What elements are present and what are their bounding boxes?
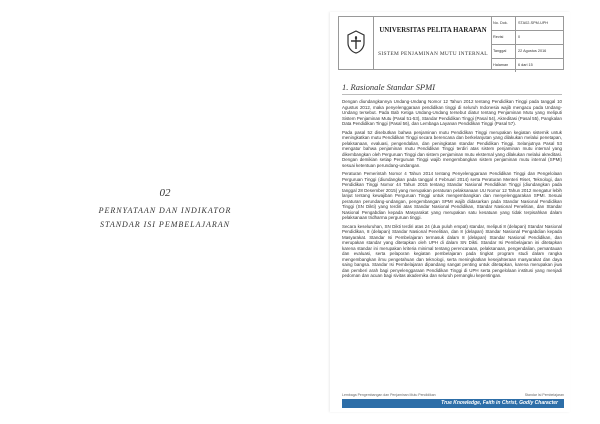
footer-left-text: Lembaga Pengembangan dan Penjaminan Mutu Pendidikan (342, 393, 436, 397)
chapter-title-line-2: STANDAR ISI PEMBELAJARAN (99, 220, 231, 229)
paragraph: Secara keseluruhan, SN Dikti terdiri atas 24 (dua puluh empat) standar, meliputi 8 (delapan) Standar Nasional Pendidikan, 8 (delapan) Standar Nasional Penelitian, dan 8 (delapan) Standar Nasional Pengabdian kepada Masyarakat. Standar Isi Pembelajaran termasuk dalam 8 (delapan) Standar Nasional Pendidikan, dan merupakan standar yang ditetapkan oleh UPH di dalam SN Dikti. Standar Isi Pembelajaran ini ditetapkan karena standar ini merupakan kriteria minimal tentang perencanaan, pelaksanaan, pengendalian, pemantauan dan evaluasi, serta pelaporan kegiatan pembelajaran pada tingkat program studi dalam rangka mengembangkan ilmu pengetahuan dan teknologi, serta meningkatkan kesejahteraan masyarakat dan daya saing bangsa. Standar Isi Pembelajaran dipandang sangat penting untuk ditetapkan, karena merupakan jiwa dan pemberi arah bagi penyelenggaraan Pendidikan Tinggi di UPH serta pengelolaan institusi yang menjadi pedoman dan acuan bagi sivitas akademika dan seluruh pemangku kepentingan. (342, 223, 562, 278)
meta-label: No. Dok. (491, 17, 516, 30)
meta-value: 0 (518, 35, 521, 39)
name-cell (373, 17, 492, 69)
meta-row-revision (491, 31, 563, 45)
meta-row-doc-number (491, 17, 563, 31)
paragraph: Pada pasal 52 disebutkan bahwa penjaminan mutu Pendidikan Tinggi merupakan kegiatan sistemik untuk meningkatkan mutu Pendidikan Tinggi secara berencana dan berkelanjutan yang dilakukan melalui penetapan, pelaksanaan, evaluasi, pengendalian, dan peningkatan standar Pendidikan Tinggi. Selanjutnya Pasal 53 mengatur bahwa penjaminan mutu Pendidikan Tinggi terdiri atas sistem penjaminan mutu internal yang dikembangkan oleh Perguruan Tinggi dan sistem penjaminan mutu eksternal yang dilakukan melalui akreditasi. Dengan demikian setiap Perguruan Tinggi wajib mengembangkan sistem penjaminan mutu internal (SPMI) sesuai ketentuan perundang-undangan. (342, 129, 562, 168)
meta-value: STA02-SPM-UPH (518, 21, 549, 25)
paragraph: Dengan diundangkannya Undang-Undang Nomor 12 Tahun 2012 tentang Pendidikan Tinggi pada tanggal 10 Agustus 2012, maka penyelenggaraan pendidikan tinggi di seluruh Indonesia wajib mengacu pada Undang-Undang tersebut. Pada Bab Ketiga Undang-Undang tersebut diatur tentang Penjaminan Mutu yang meliputi Sistem Penjaminan Mutu (Pasal 51-53), Standar Pendidikan Tinggi (Pasal 54), Akreditasi (Pasal 55), Pangkalan Data Pendidikan Tinggi (Pasal 56), dan Lembaga Layanan Pendidikan Tinggi (Pasal 57). (342, 99, 562, 126)
system-name: SISTEM PENJAMINAN MUTU INTERNAL (378, 51, 488, 57)
document-header (338, 16, 564, 70)
meta-value: 22 Agustus 2016 (518, 49, 547, 53)
meta-table (491, 17, 563, 69)
body-content (342, 99, 562, 282)
chapter-title-line-1: PERNYATAAN DAN INDIKATOR (98, 206, 232, 215)
meta-row-page (491, 59, 563, 72)
university-logo-icon (344, 29, 368, 55)
meta-label: Tanggal (491, 45, 516, 58)
footer-right-text: Standar Isi Pembelajaran (524, 393, 564, 397)
footer-info (342, 393, 564, 397)
footer-band (342, 399, 564, 408)
document-page (330, 12, 570, 412)
footer-motto: True Knowledge, Faith in Christ, Godly Character (441, 400, 558, 406)
paragraph: Peraturan Pemerintah Nomor 4 Tahun 2014 tentang Penyelenggaraan Pendidikan Tinggi dan Pengelolaan Perguruan Tinggi (diundangkan pada tanggal 4 Februari 2014) serta Peraturan Menteri Riset, Teknologi, dan Pendidikan Tinggi Nomor 44 Tahun 2015 tentang Standar Nasional Pendidikan Tinggi (diundangkan pada tanggal 28 Desember 2015) yang merupakan peraturan pelaksanaan UU Nomor 12 Tahun 2012 mengatur lebih lanjut tentang kewajiban Perguruan Tinggi untuk mengembangkan dan menyelenggarakan SPMI. Sesuai peraturan perundang-undangan, pengembangan SPMI wajib didasarkan pada Standar Nasional Pendidikan Tinggi (SN Dikti) yang terdiri atas Standar Nasional Pendidikan, Standar Nasional Penelitian, dan Standar Nasional Pengabdian kepada Masyarakat yang merupakan satu kesatuan yang tidak terpisahkan dalam pelaksanaan tridharma perguruan tinggi. (342, 171, 562, 220)
section-divider (342, 94, 562, 95)
logo-cell (339, 17, 374, 69)
chapter-number: 02 (159, 187, 171, 199)
university-name: UNIVERSITAS PELITA HARAPAN (379, 27, 487, 34)
meta-label: Revisi (491, 31, 516, 44)
section-title: 1. Rasionale Standar SPMI (342, 82, 436, 92)
chapter-title (0, 204, 330, 232)
meta-value: 6 dari 15 (518, 63, 533, 67)
meta-row-date (491, 45, 563, 59)
meta-label: Halaman (491, 59, 516, 72)
